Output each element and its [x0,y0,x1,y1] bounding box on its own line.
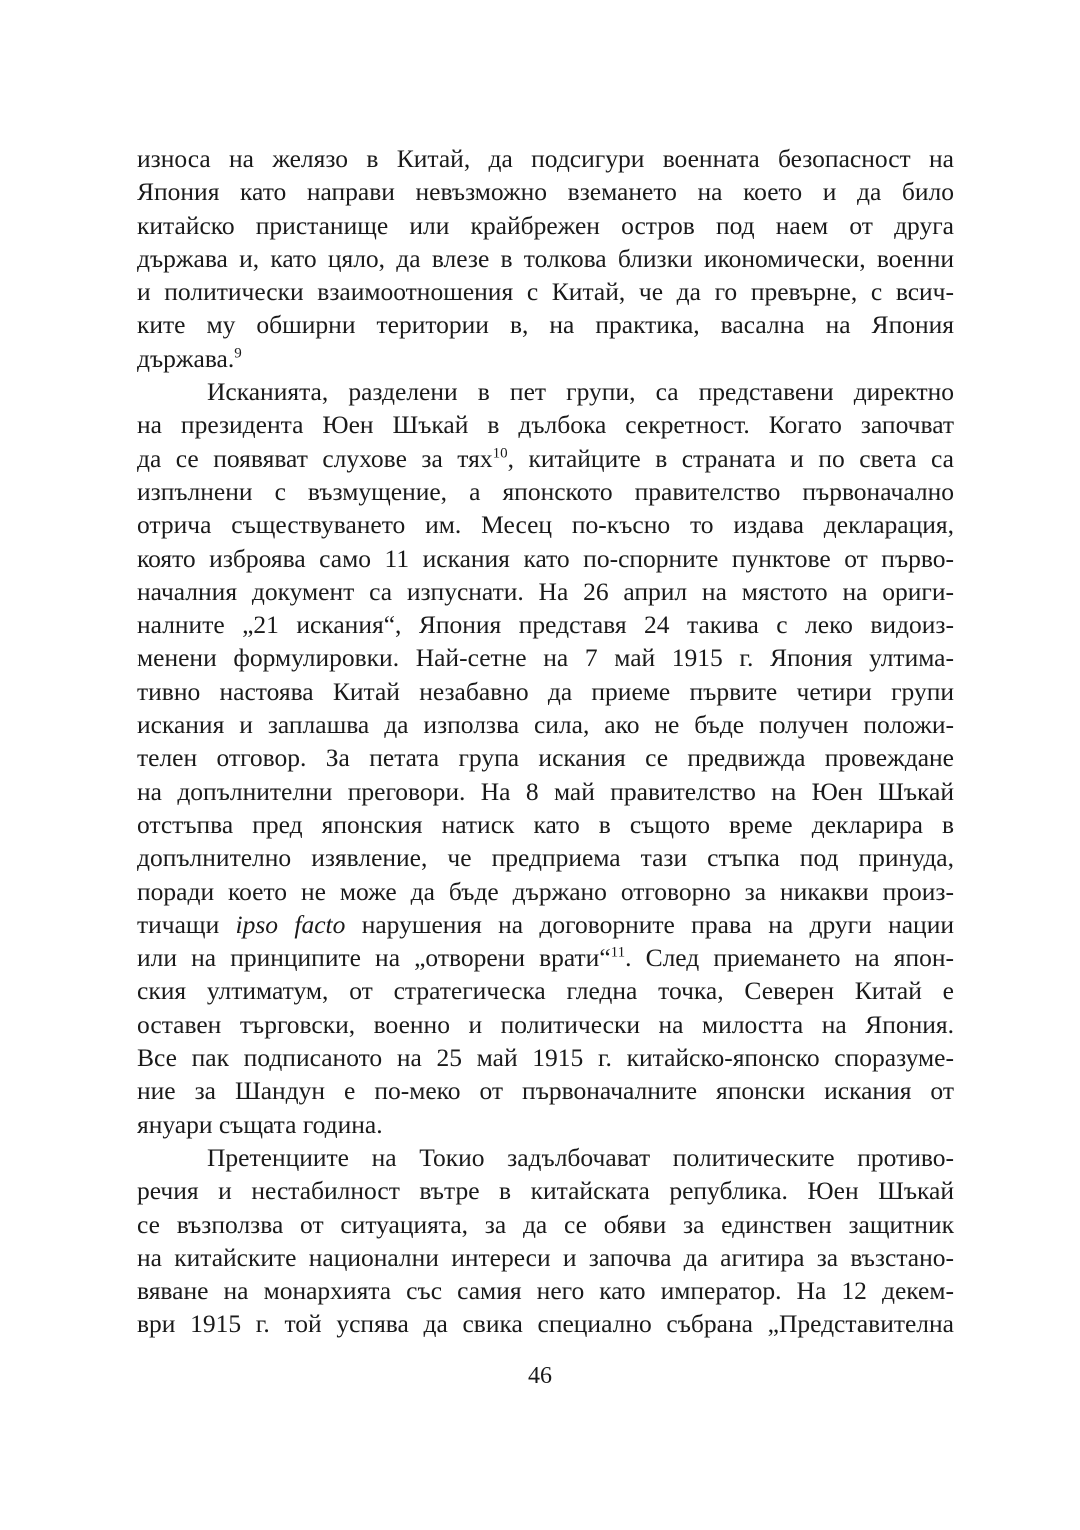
page-number: 46 [528,1363,552,1389]
text-line: и политически взаимоотношения с Китай, че да го превърне, с всич- [137,277,954,307]
text-line: налните „21 искания“, Япония представя 24 такива с леко видоиз- [137,610,954,640]
text-line: износа на желязо в Китай, да подсигури военната безопасност на [137,144,954,173]
text-line: отрича съществуването им. Месец по-късно то издава декларация, [137,510,954,540]
text-line: януари същата година. [137,1109,383,1139]
text-line: речия и нестабилност вътре в китайската република. Юен Шъкай [137,1176,954,1206]
footnote-ref-11[interactable]: 11 [610,944,626,961]
text-line: ние за Шандун е по-меко от първоначалните японски искания от [137,1076,954,1106]
text-line: на президента Юен Шъкай в дълбока секретност. Когато започват [137,410,954,440]
text-line: поради което не може да бъде държано отговорно за никакви произ- [137,876,954,906]
text-line: менени формулировки. Най-сетне на 7 май 1915 г. Япония ултима- [137,643,954,673]
text-line: на китайските национални интереси и започва да агитира за възстано- [137,1242,954,1272]
text-line: Все пак подписаното на 25 май 1915 г. китайско-японско споразуме- [137,1043,954,1073]
text-fragment: , китайците в страната и по света са [507,443,955,473]
text-line: Япония като направи невъзможно вземането на което и да било [137,177,954,207]
paragraph-3 [137,1141,954,1341]
text-line: оставен търговски, военно и политически на милостта на Япония. [137,1009,954,1039]
footnote-ref-9[interactable]: 9 [234,345,242,362]
text-fragment: да се появяват слухове за тях [137,443,493,473]
footnote-ref-10[interactable]: 10 [492,445,508,462]
text-line: на допълнителни преговори. На 8 май правителство на Юен Шъкай [137,776,954,806]
text-line: изпълнени с възмущение, а японското правителство първоначално [137,476,954,506]
body-text [137,142,954,1341]
text-fragment: . След приемането на япон- [625,943,954,973]
text-line: Претенциите на Токио задълбочават политическите противо- [207,1142,954,1172]
text-line: ките му обширни територии в, на практика, васална на Япония [137,310,954,340]
text-line: Исканията, разделени в пет групи, са представени директно [207,377,954,407]
text-line: тивно настоява Китай незабавно да приеме първите четири групи [137,676,954,706]
italic-phrase: ipso facto [235,909,346,939]
text-line: началния документ са изпуснати. На 26 април на мястото на ориги- [137,576,954,606]
text-line [137,442,954,475]
paragraph-1 [137,142,954,375]
text-fragment: държава. [137,343,235,373]
paragraph-2 [137,375,954,1141]
text-line: китайско пристанище или крайбрежен остров под наем от друга [137,210,954,240]
text-line: телен отговор. За петата група искания се предвижда провеждане [137,743,954,773]
text-line: се възползва от ситуацията, за да се обяви за единствен защитник [137,1209,954,1239]
text-line: допълнително изявление, че предприема тази стъпка под принуда, [137,843,954,873]
text-line [137,908,954,941]
text-line: вяване на монархията със самия него като император. На 12 декем- [137,1276,954,1306]
text-line: ври 1915 г. той успява да свика специално събрана „Представителна [137,1309,954,1339]
text-line [137,941,954,974]
text-line: искания и заплашва да използва сила, ако не бъде получен положи- [137,710,954,740]
text-fragment: тичащи [137,909,236,939]
text-line: отстъпва пред японския натиск като в същото време декларира в [137,809,954,839]
text-fragment: или на принципите на „отворени врати“ [137,943,611,973]
text-line [137,342,954,375]
text-fragment: нарушения на договорните права на други нации [345,909,954,939]
text-line: държава и, като цяло, да влезе в толкова близки икономически, военни [137,243,954,273]
text-line: ския ултиматум, от стратегическа гледна точка, Северен Китай е [137,976,954,1006]
text-line: която изброява само 11 искания като по-спорните пунктове от първо- [137,543,954,573]
